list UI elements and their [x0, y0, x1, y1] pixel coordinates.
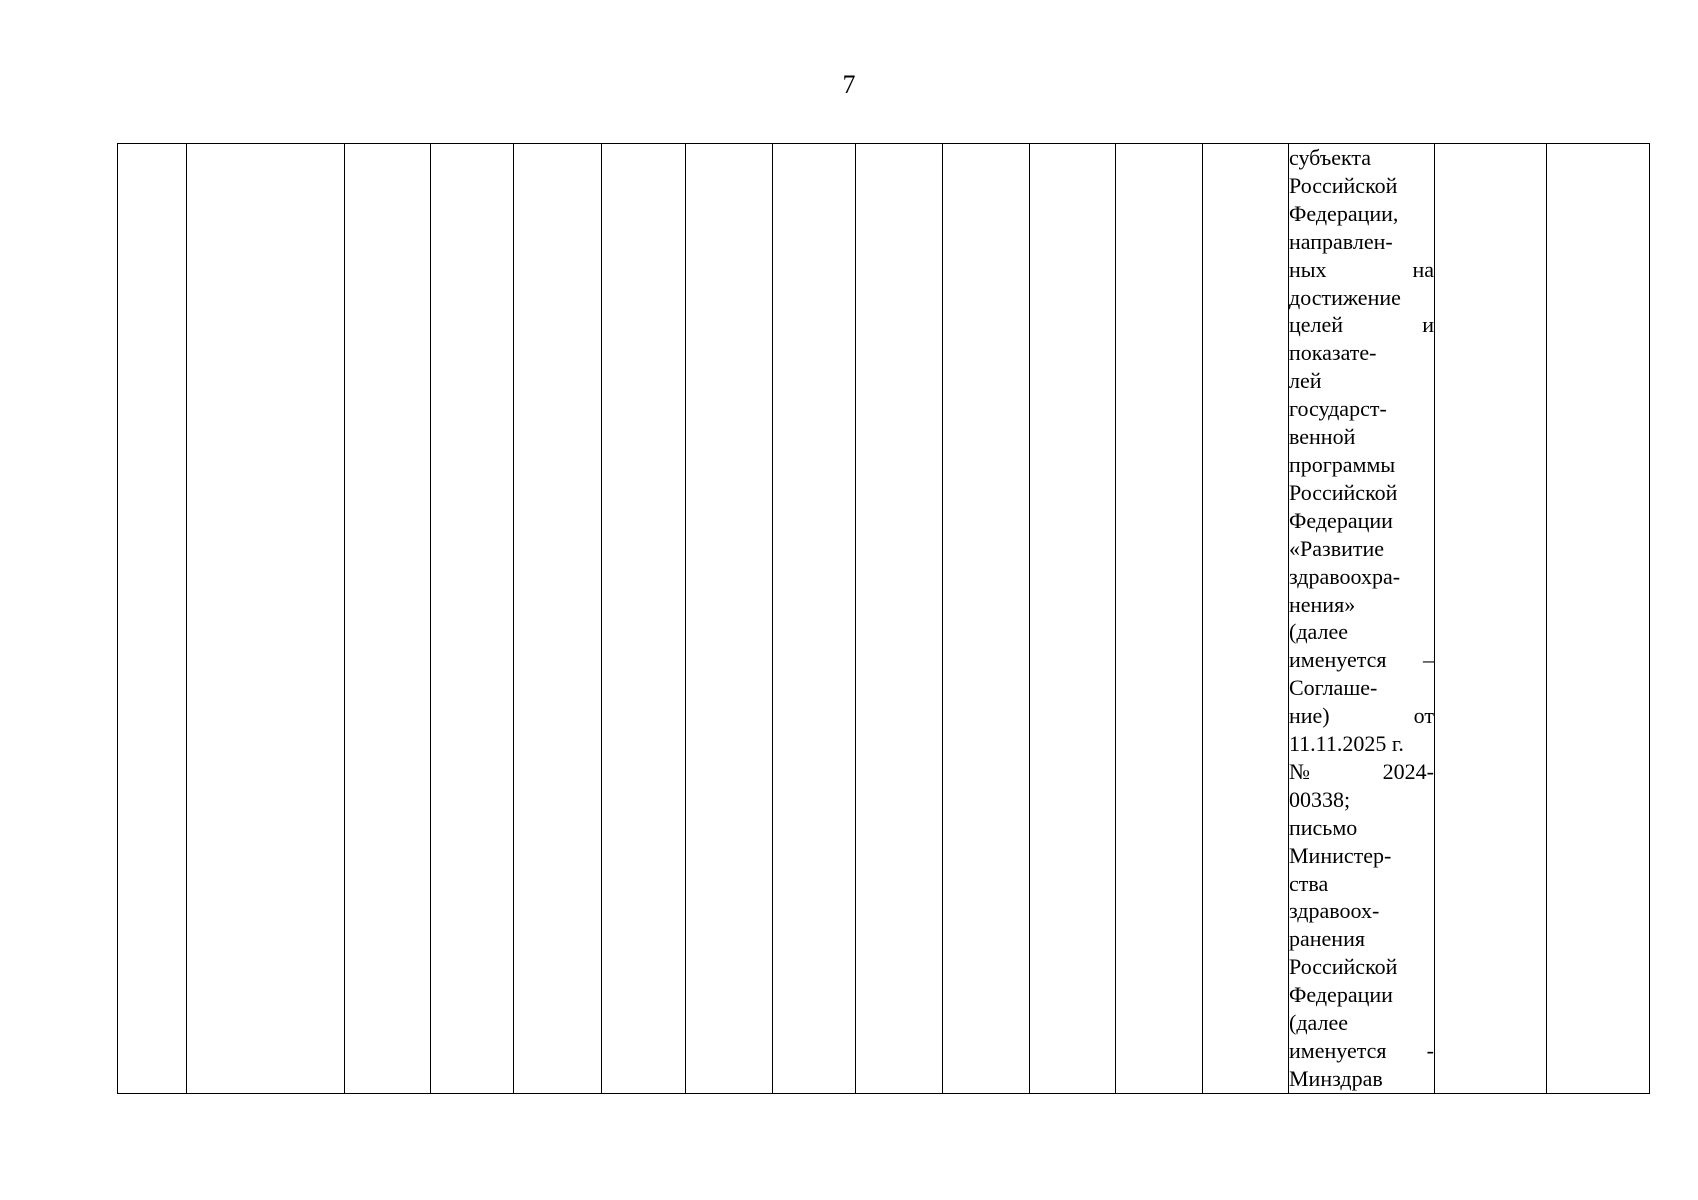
cell-text-line: здравоох-	[1289, 898, 1380, 924]
cell-text-line: нения»	[1289, 591, 1356, 617]
table-cell	[856, 144, 943, 1094]
page-number: 7	[842, 70, 856, 99]
cell-text-line: лей	[1289, 368, 1322, 394]
cell-text-line: именуется –	[1289, 647, 1434, 673]
cell-text-line: Российской	[1289, 954, 1398, 980]
cell-text-line: именуется -	[1289, 1038, 1434, 1063]
cell-text-line: Федерации,	[1289, 200, 1399, 226]
cell-text-line: венной	[1289, 424, 1356, 450]
table-cell	[686, 144, 773, 1094]
cell-text-line: Федерации	[1289, 507, 1393, 533]
table-cell	[1030, 144, 1116, 1094]
cell-text-line: ства	[1289, 870, 1329, 896]
cell-text-line: достижение	[1289, 284, 1401, 310]
table-cell	[943, 144, 1030, 1094]
cell-text-line: Министер-	[1289, 842, 1392, 868]
cell-text-line: ных на	[1289, 256, 1434, 282]
cell-text-line: показате-	[1289, 340, 1377, 366]
table-cell	[602, 144, 686, 1094]
cell-text-line: Минздрав	[1289, 1065, 1383, 1091]
cell-text-line: ранения	[1289, 926, 1365, 952]
cell-text-line: Российской	[1289, 479, 1398, 505]
document-table	[117, 143, 1650, 1094]
table-cell	[1435, 144, 1547, 1094]
table-cell-text	[1289, 144, 1435, 1094]
cell-text-line: государст-	[1289, 396, 1387, 422]
cell-text-line: Федерации	[1289, 982, 1393, 1008]
cell-text-line: направлен-	[1289, 228, 1393, 254]
cell-text-line: здравоохра-	[1289, 563, 1401, 589]
cell-text-line: (далее	[1289, 1010, 1348, 1036]
cell-text-line: «Развитие	[1289, 535, 1385, 561]
cell-text-line: ние) от	[1289, 703, 1434, 729]
table-cell	[431, 144, 514, 1094]
table-row	[118, 144, 1650, 1094]
table-cell	[118, 144, 187, 1094]
table-cell	[187, 144, 345, 1094]
table-cell	[773, 144, 856, 1094]
cell-text-line: 11.11.2025 г.	[1289, 731, 1404, 757]
table-cell	[345, 144, 431, 1094]
cell-text-line: целей и	[1289, 312, 1434, 338]
cell-text-line: Соглаше-	[1289, 675, 1378, 701]
table-cell	[514, 144, 602, 1094]
cell-text-line: № 2024-	[1289, 758, 1434, 784]
cell-text-line: программы	[1289, 451, 1396, 477]
cell-text-line: (далее	[1289, 619, 1348, 645]
cell-text-line: Российской	[1289, 172, 1398, 198]
table-cell	[1203, 144, 1289, 1094]
cell-text-line: письмо	[1289, 814, 1358, 840]
cell-text-line: субъекта	[1289, 145, 1372, 170]
cell-text-line: 00338;	[1289, 786, 1351, 812]
table-cell	[1116, 144, 1203, 1094]
table-cell	[1547, 144, 1650, 1094]
